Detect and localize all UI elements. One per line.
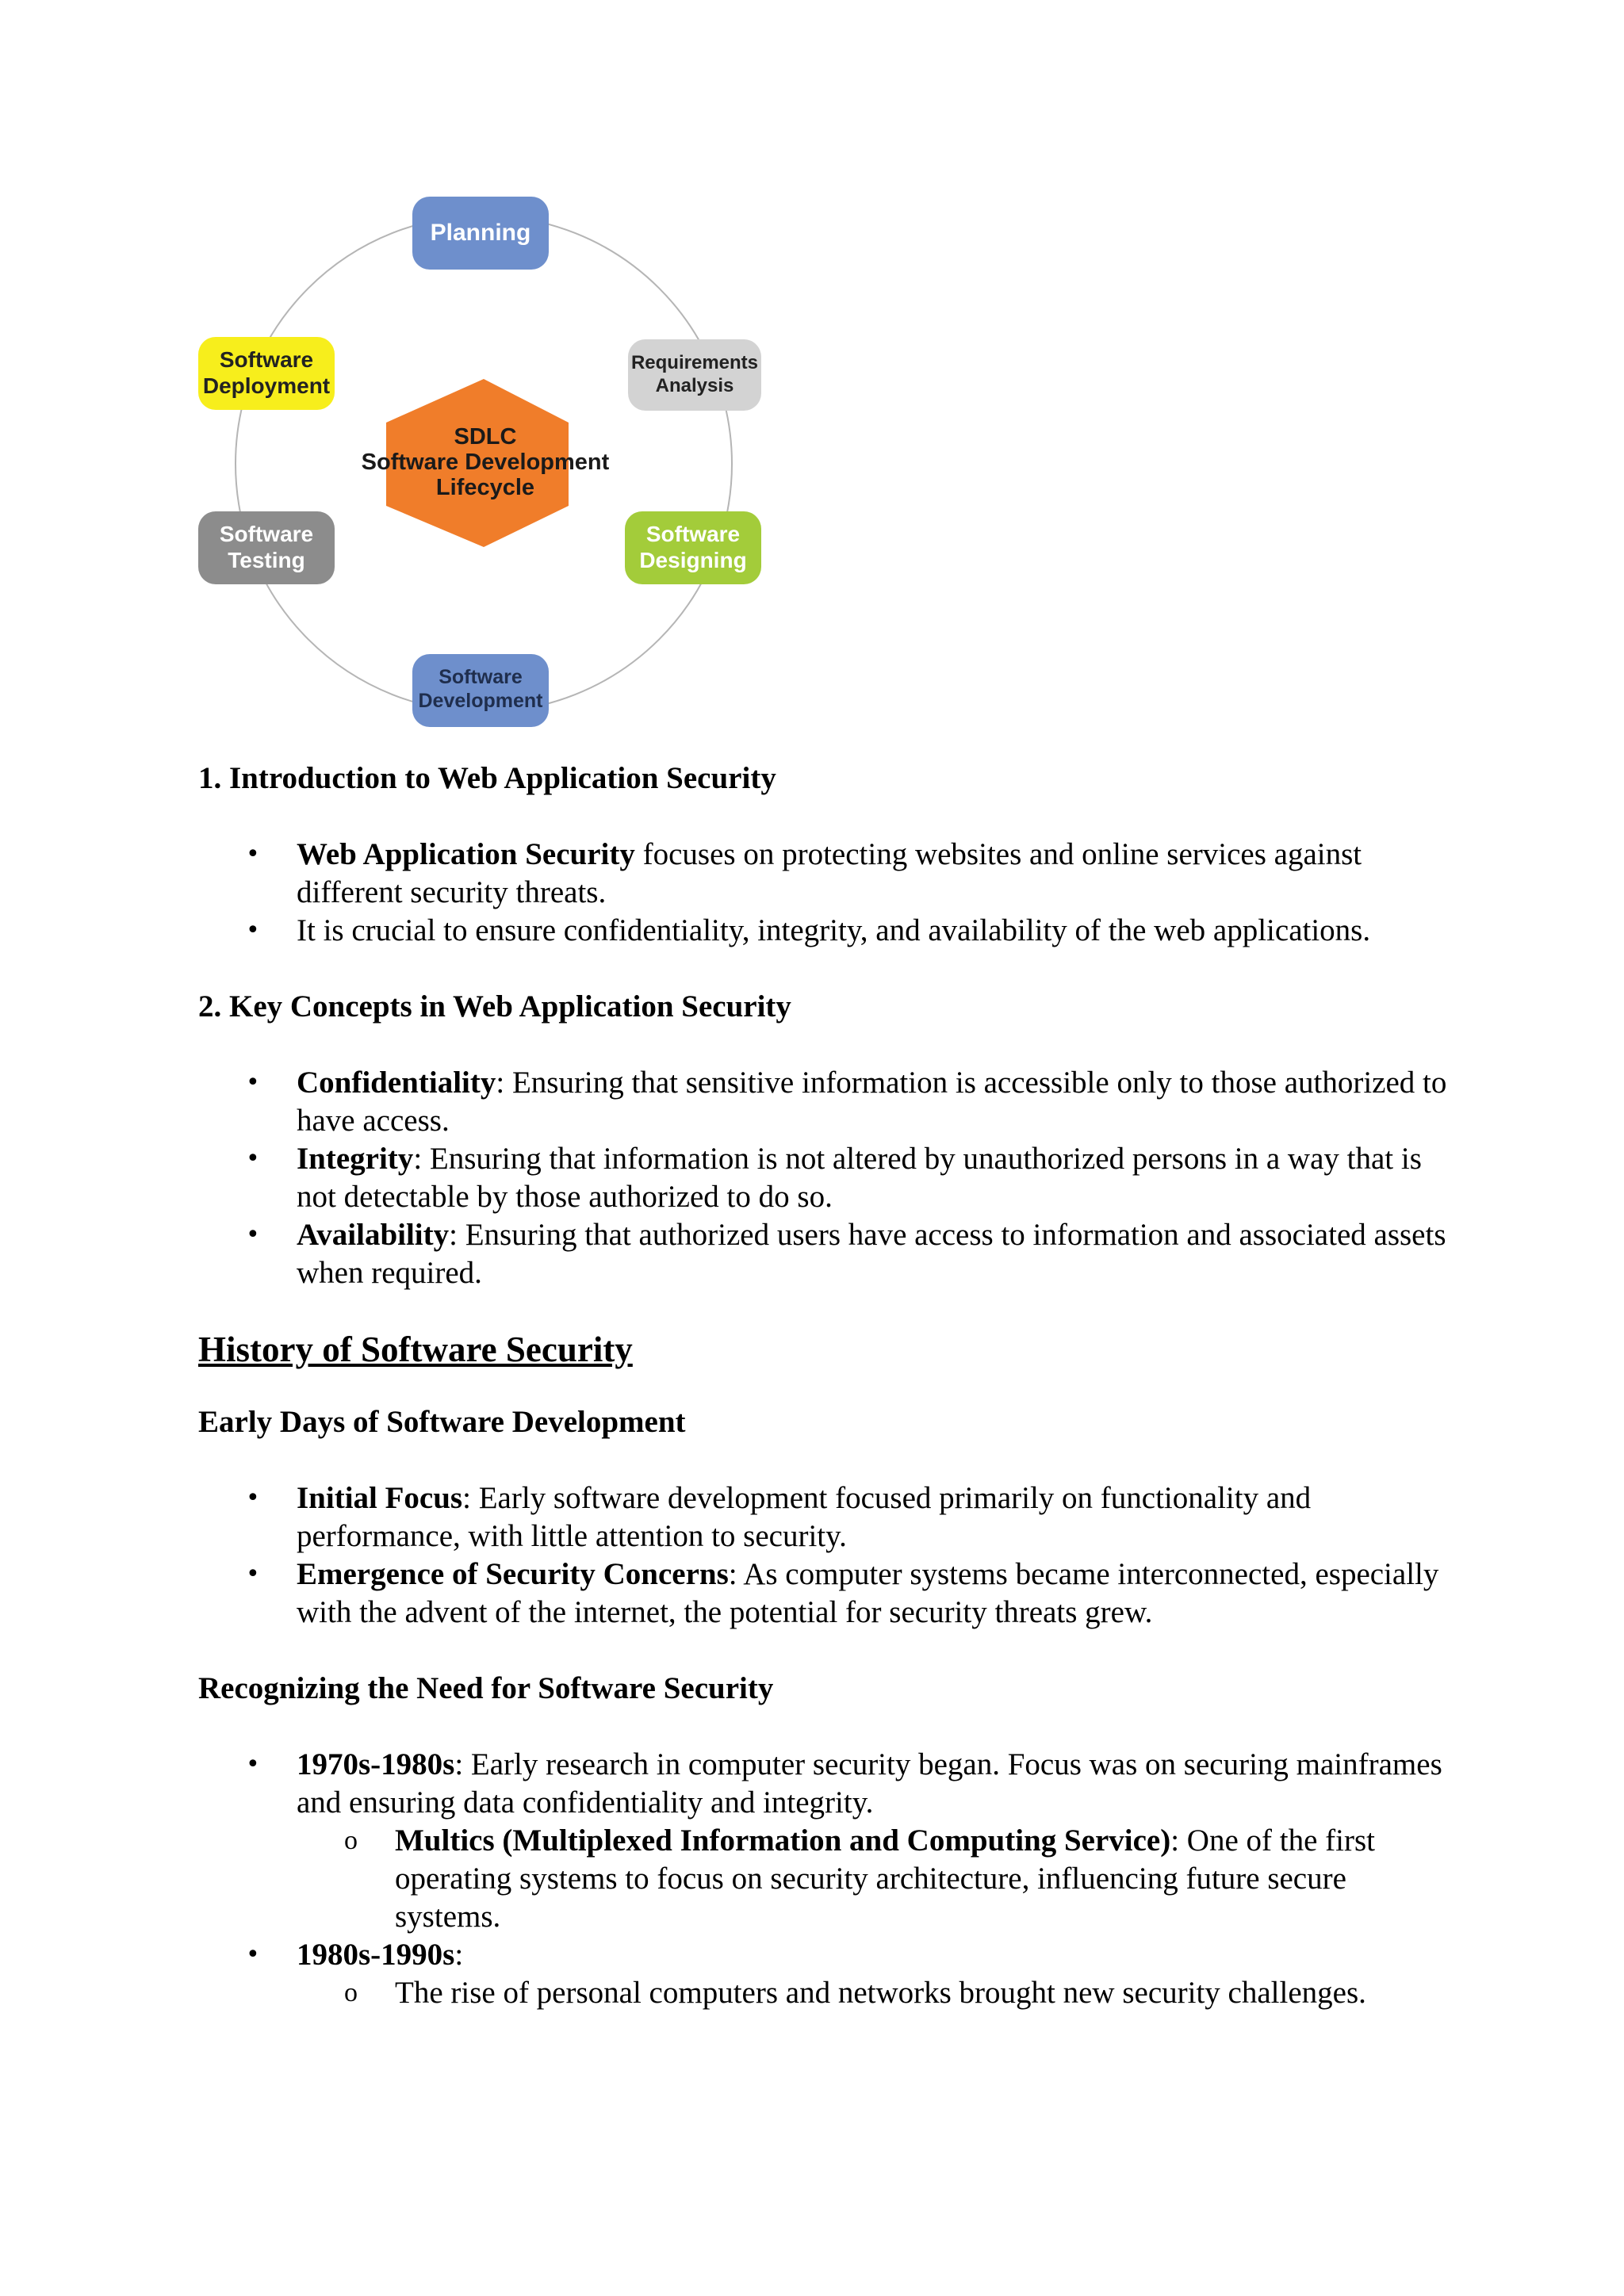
- center-line-2: Software Development: [361, 450, 610, 475]
- list-item-text: : Ensuring that authorized users have access to information and associated assets when required.: [297, 1218, 1446, 1290]
- center-line-1: SDLC: [454, 424, 517, 450]
- node-planning: [412, 197, 549, 270]
- node-development-line-1: Software: [439, 666, 523, 688]
- section-heading-introduction: 1. Introduction to Web Application Security: [198, 761, 776, 795]
- sub-list-item: [395, 1974, 1451, 2012]
- node-deployment-line-2: Deployment: [202, 373, 331, 398]
- list-item-bold: Web Application Security: [297, 837, 635, 871]
- list-item: [297, 1064, 1451, 1140]
- subheading-early-days: Early Days of Software Development: [198, 1405, 686, 1439]
- node-software-deployment: [198, 337, 335, 410]
- list-item: [297, 1140, 1451, 1216]
- sub-list-item-text: : One of the first operating systems to focus on security architecture, influencing future secure systems.: [395, 1823, 1375, 1934]
- section-heading-key-concepts: 2. Key Concepts in Web Application Security: [198, 989, 791, 1024]
- sub-list-item-text: The rise of personal computers and networks brought new security challenges.: [395, 1976, 1366, 2010]
- introduction-list: [198, 836, 1451, 950]
- subheading-recognizing-need: Recognizing the Need for Software Security: [198, 1671, 774, 1705]
- node-requirements-line-1: Requirements: [630, 352, 759, 373]
- list-item: [297, 1216, 1451, 1292]
- recognizing-need-list: [198, 1746, 1451, 2012]
- node-designing-line-1: Software: [645, 522, 741, 546]
- list-item-text: It is crucial to ensure confidentiality, integrity, and availability of the web applications.: [297, 913, 1371, 947]
- node-designing-line-2: Designing: [639, 548, 747, 572]
- node-deployment-line-1: Software: [219, 347, 314, 372]
- list-item-text: : Early research in computer security began. Focus was on securing mainframes and ensuring data confidentiality and integrity.: [297, 1747, 1442, 1820]
- list-item-text: focuses on protecting websites and online services against different security threats.: [297, 837, 1362, 909]
- node-testing-line-2: Testing: [228, 548, 305, 572]
- list-item-text: : Ensuring that information is not altered by unauthorized persons in a way that is not detectable by those authorized to do so.: [297, 1142, 1422, 1214]
- sub-list-item: [395, 1822, 1451, 1936]
- document-body: [198, 760, 1451, 2012]
- sdlc-center-hexagon: [362, 379, 610, 547]
- list-item-bold: Availability: [297, 1218, 450, 1252]
- list-item-bold: Initial Focus: [297, 1481, 463, 1515]
- list-item: [297, 836, 1451, 912]
- list-item-text: : Ensuring that sensitive information is accessible only to those authorized to have access.: [297, 1066, 1447, 1138]
- node-requirements-line-2: Analysis: [655, 375, 734, 396]
- list-item: [297, 1479, 1451, 1556]
- node-software-testing: [198, 511, 335, 584]
- list-item: [297, 1746, 1451, 1936]
- list-item-bold: Integrity: [297, 1142, 414, 1176]
- key-concepts-list: [198, 1064, 1451, 1292]
- list-item-text: : Early software development focused primarily on functionality and performance, with little attention to security.: [297, 1481, 1312, 1553]
- node-testing-line-1: Software: [219, 522, 314, 546]
- node-planning-label: Planning: [430, 219, 531, 246]
- list-item: [297, 912, 1451, 950]
- node-development-line-2: Development: [418, 690, 543, 712]
- list-item-text: :: [454, 1938, 464, 1972]
- list-item-bold: Confidentiality: [297, 1066, 496, 1100]
- list-item-bold: Emergence of Security Concerns: [297, 1557, 729, 1591]
- history-title: History of Software Security: [198, 1330, 633, 1369]
- early-days-list: [198, 1479, 1451, 1632]
- sub-list-item-bold: Multics (Multiplexed Information and Computing Service): [395, 1823, 1171, 1858]
- sub-list: [297, 1822, 1451, 1936]
- list-item-bold: 1970s-1980s: [297, 1747, 455, 1781]
- center-line-3: Lifecycle: [435, 475, 535, 500]
- list-item: [297, 1936, 1451, 2012]
- list-item-text: : As computer systems became interconnected, especially with the advent of the internet, the potential for security threats grew.: [297, 1557, 1439, 1629]
- sub-list: [297, 1974, 1451, 2012]
- node-requirements-analysis: [628, 339, 761, 411]
- list-item-bold: 1980s-1990s: [297, 1938, 455, 1972]
- list-item: [297, 1556, 1451, 1632]
- sdlc-diagram: [0, 0, 793, 745]
- node-software-development: [412, 654, 549, 727]
- node-software-designing: [625, 511, 761, 584]
